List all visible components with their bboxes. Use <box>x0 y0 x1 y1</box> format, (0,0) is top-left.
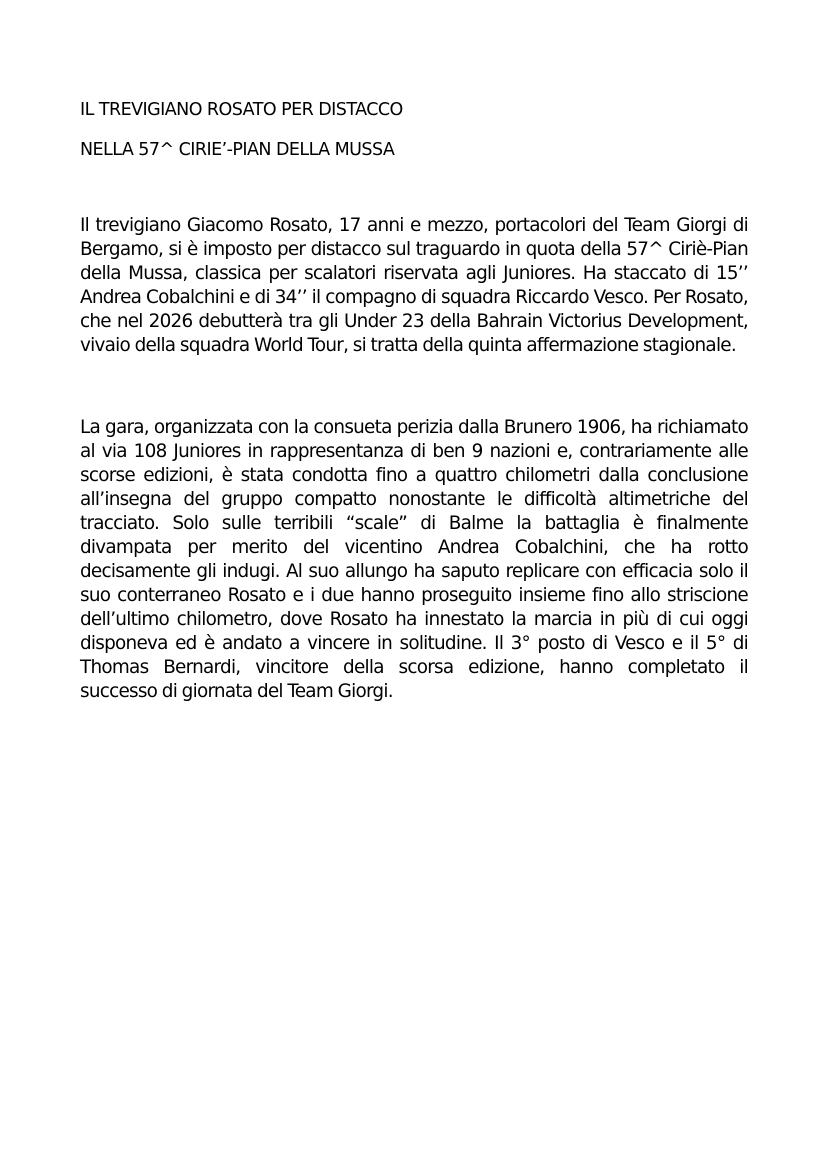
article-paragraph-1: Il trevigiano Giacomo Rosato, 17 anni e mezzo, portacolori del Team Giorgi di Bergamo, si è imposto per distacco sul traguardo in quota della 57^ Ciriè-Pian della Mussa, classica per scalatori riservata agli Juniores. Ha staccato di 15’’ Andrea Cobalchini e di 34’’ il compagno di squadra Riccardo Vesco. Per Rosato, che nel 2026 debutterà tra gli Under 23 della Bahrain Victorius Development, vivaio della squadra World Tour, si tratta della quinta affermazione stagionale. <box>80 215 748 356</box>
article-paragraph-2: La gara, organizzata con la consueta perizia dalla Brunero 1906, ha richiamato al via 108 Juniores in rappresentanza di ben 9 nazioni e, contrariamente alle scorse edizioni, è stata condotta fino a quattro chilometri dalla conclusione all’insegna del gruppo compatto nonostante le difficoltà altimetriche del tracciato. Solo sulle terribili “scale” di Balme la battaglia è finalmente divampata per merito del vicentino Andrea Cobalchini, che ha rotto decisamente gli indugi. Al suo allungo ha saputo replicare con efficacia solo il suo conterraneo Rosato e i due hanno proseguito insieme fino allo striscione dell’ultimo chilometro, dove Rosato ha innestato la marcia in più di cui oggi disponeva ed è andato a vincere in solitudine. Il 3° posto di Vesco e il 5° di Thomas Bernardi, vincitore della scorsa edizione, hanno completato il successo di giornata del Team Giorgi. <box>80 417 748 702</box>
headline-line-2: NELLA 57^ CIRIE’-PIAN DELLA MUSSA <box>80 140 395 160</box>
headline-line-1: IL TREVIGIANO ROSATO PER DISTACCO <box>80 100 403 120</box>
